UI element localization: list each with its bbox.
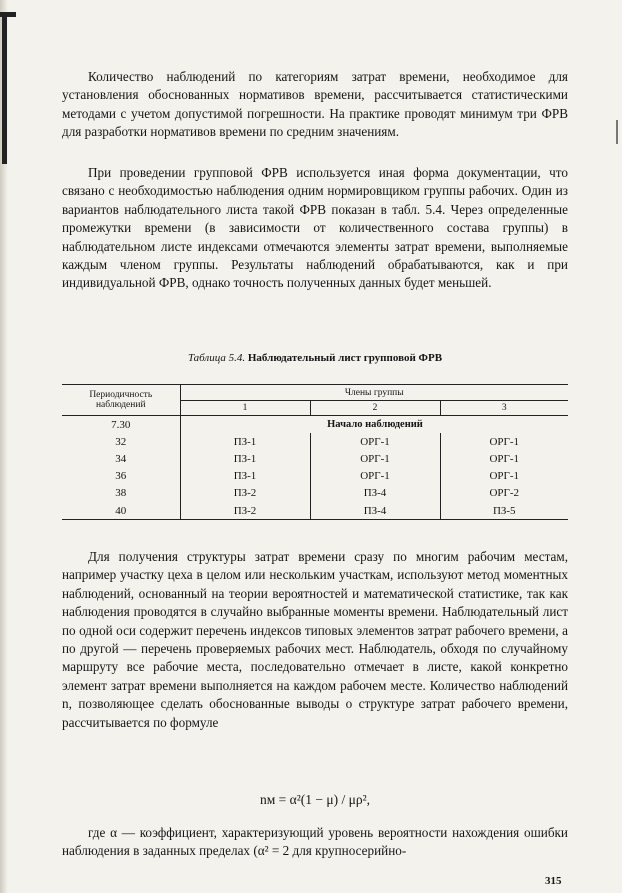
table-caption <box>62 352 568 364</box>
cell-member-3: ОРГ-1 <box>440 468 568 485</box>
cell-member-1: ПЗ-1 <box>180 450 310 467</box>
table-row <box>62 468 568 485</box>
cell-member-1: ПЗ-1 <box>180 433 310 450</box>
cell-member-1: ПЗ-2 <box>180 485 310 502</box>
cell-time: 7.30 <box>111 418 131 431</box>
cell-member-2: ОРГ-1 <box>310 433 440 450</box>
header-periodicity: Периодичность наблюдений <box>62 385 180 416</box>
cell-member-1: ПЗ-1 <box>180 468 310 485</box>
cell-member-2: ОРГ-1 <box>310 468 440 485</box>
cell-time: 40 <box>62 502 180 520</box>
header-member-3: 3 <box>440 401 568 416</box>
paragraph-2: При проведении групповой ФРВ используется иная форма документации, что связано с необходимостью наблюдения одним нормировщиком группы рабочих. Один из вариантов наблюдательного листа такой ФРВ показан в табл. 5.4. Через определенные промежутки времени (в зависимости от количественного состава группы) в наблюдательном листе индексами отмечаются элементы затрат времени, выполняемые каждым членом группы. Результаты наблюдений обрабатываются, как и при индивидуальной ФРВ, однако точность полученных данных будет меньшей. <box>62 165 568 291</box>
table-row <box>62 485 568 502</box>
cell-time: 32 <box>115 435 127 448</box>
cell-member-3: ОРГ-1 <box>440 450 568 467</box>
table-row <box>62 502 568 520</box>
cell-member-1: ПЗ-2 <box>180 502 310 520</box>
header-members: Члены группы <box>180 385 568 401</box>
binding-mark <box>2 14 7 164</box>
cell-member-2: ПЗ-4 <box>310 485 440 502</box>
formula: nм = α²(1 − μ) / μρ², <box>259 792 371 807</box>
header-member-2: 2 <box>310 401 440 416</box>
paragraph-1: Количество наблюдений по категориям затрат времени, необходимое для установления обоснованных нормативов времени, рассчитывается статистическими методами с учетом допустимой погрешности. На практике проводят минимум три ФРВ для разработки нормативов времени по средним значениям. <box>62 69 568 140</box>
cell-member-3: ПЗ-5 <box>440 502 568 520</box>
table-row <box>62 433 568 450</box>
cell-member-3: ОРГ-1 <box>440 433 568 450</box>
cell-empty <box>180 416 310 434</box>
header-member-1: 1 <box>180 401 310 416</box>
cell-member-3: ОРГ-2 <box>440 485 568 502</box>
cell-member-2: ОРГ-1 <box>310 450 440 467</box>
observation-table <box>62 384 568 520</box>
table-row-start <box>62 416 568 434</box>
table-caption-prefix: Таблица 5.4. <box>187 352 246 364</box>
page-number: 315 <box>545 875 562 887</box>
table-caption-title: Наблюдательный лист групповой ФРВ <box>247 352 443 364</box>
cell-time: 38 <box>115 487 127 500</box>
paragraph-3: Для получения структуры затрат времени сразу по многим рабочим местам, например участку цеха в целом или нескольким участкам, используют метод моментных наблюдений, основанный на теории вероятностей и математической статистике, так как наблюдения проводятся в случайно выбранные моменты времени. Наблюдательный лист по одной оси содержит перечень индексов типовых элементов затрат рабочего времени, а по другой — перечень проверяемых рабочих мест. Наблюдатель, обходя по случайному маршруту все рабочие места, последовательно отмечает в листе, какой конкретно элемент затрат времени выполняется на каждом рабочем месте. Количество наблюдений n, позволяющее сделать обоснованные выводы о структуре затрат рабочего времени, рассчитывается по формуле <box>62 549 568 730</box>
cell-empty <box>440 416 568 434</box>
table-row <box>62 450 568 467</box>
cell-time: 34 <box>115 452 127 465</box>
margin-mark <box>616 120 618 144</box>
cell-member-2: ПЗ-4 <box>310 502 440 520</box>
paragraph-4: где α — коэффициент, характеризующий уровень вероятности нахождения ошибки наблюдения в заданных пределах (α² = 2 для крупносерийно- <box>62 825 568 859</box>
cell-start-text: Начало наблюдений <box>327 419 423 431</box>
cell-time: 36 <box>115 470 127 483</box>
